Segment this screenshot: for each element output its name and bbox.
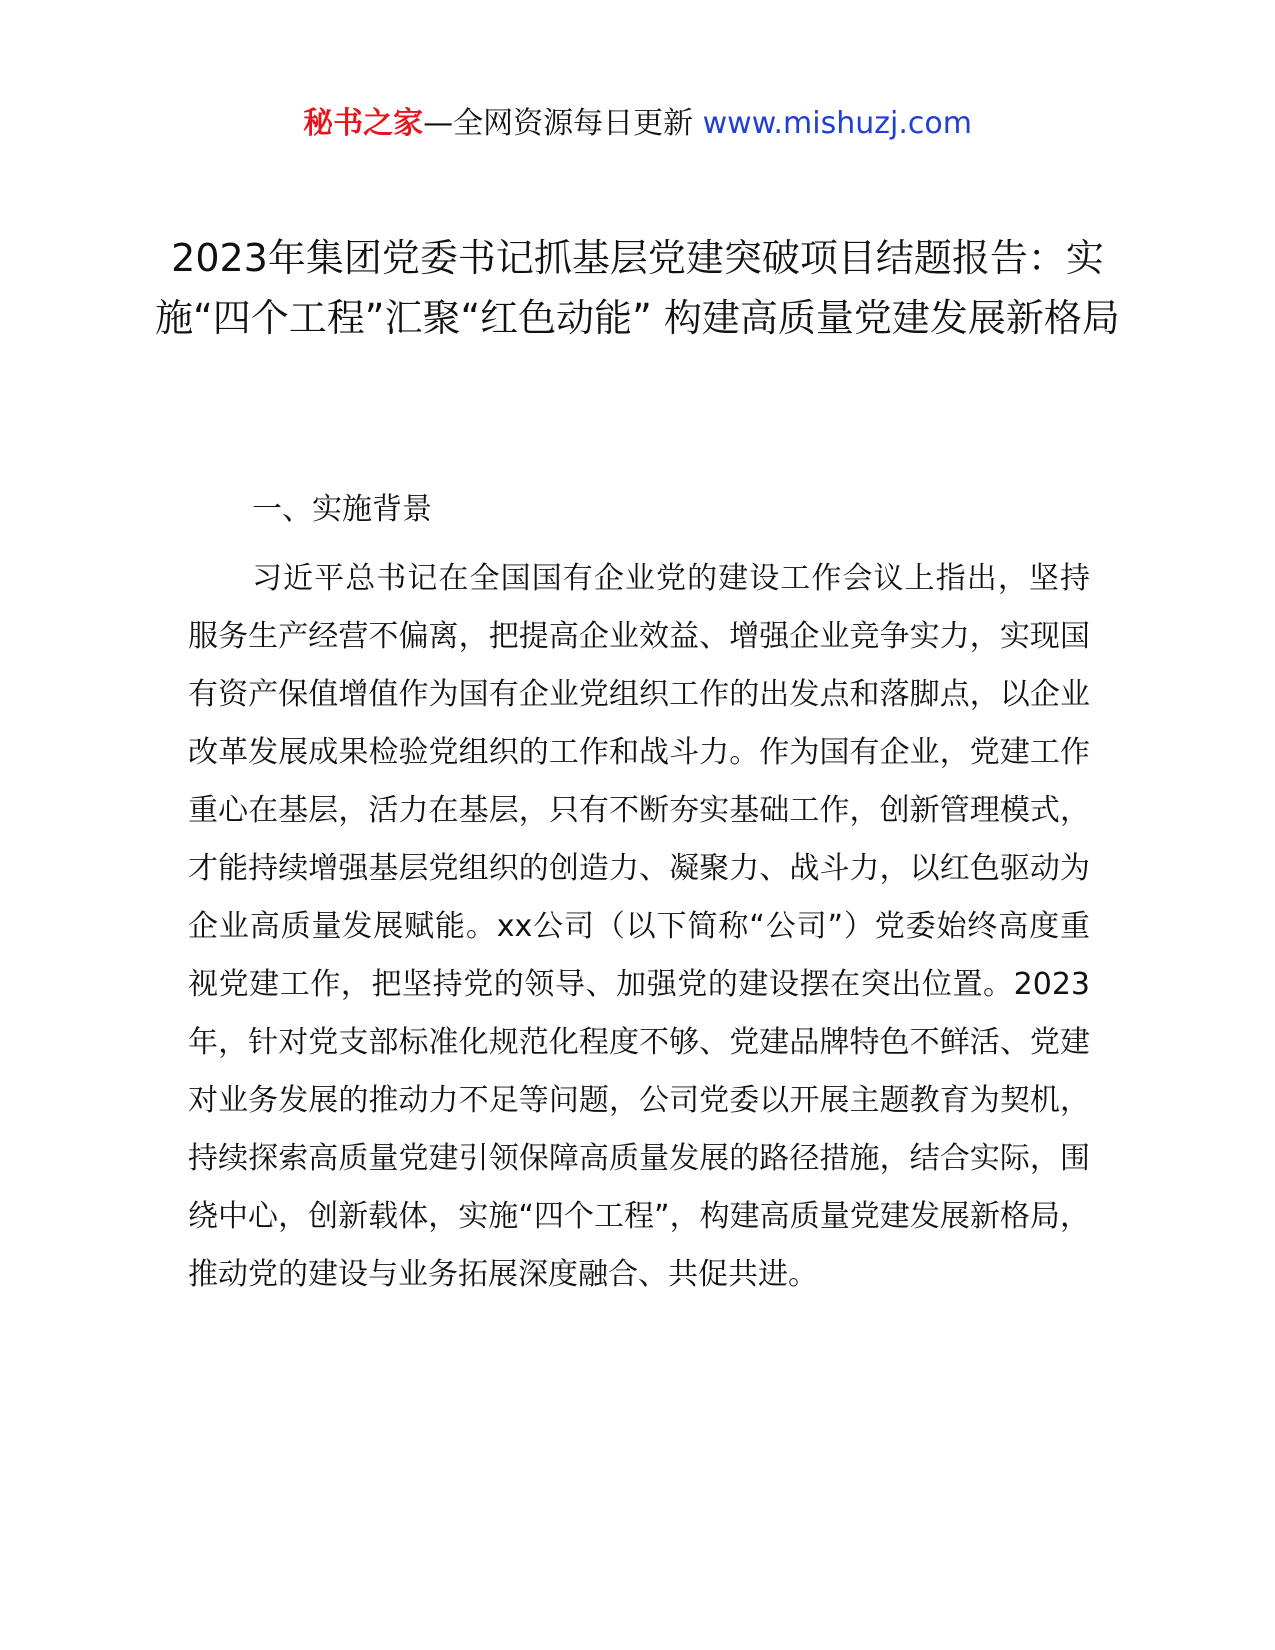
body-paragraph: 习近平总书记在全国国有企业党的建设工作会议上指出，坚持服务生产经营不偏离，把提高企业效益、增强企业竞争实力，实现国有资产保值增值作为国有企业党组织工作的出发点和落脚点，以企业改革发展成果检验党组织的工作和战斗力。作为国有企业，党建工作重心在基层，活力在基层，只有不断夯实基础工作，创新管理模式，才能持续增强基层党组织的创造力、凝聚力、战斗力，以红色驱动为企业高质量发展赋能。xx公司（以下简称“公司”）党委始终高度重视党建工作，把坚持党的领导、加强党的建设摆在突出位置。2023年，针对党支部标准化规范化程度不够、党建品牌特色不鲜活、党建对业务发展的推动力不足等问题，公司党委以开展主题教育为契机，持续探索高质量党建引领保障高质量发展的路径措施，结合实际，围绕中心，创新载体，实施“四个工程”，构建高质量党建发展新格局，推动党的建设与业务拓展深度融合、共促共进。 bbox=[188, 561, 1090, 1292]
document-title: 2023年集团党委书记抓基层党建突破项目结题报告：实施“四个工程”汇聚“红色动能” 构建高质量党建发展新格局 bbox=[155, 236, 1120, 340]
site-brand: 秘书之家 bbox=[303, 106, 424, 141]
site-header bbox=[0, 104, 1275, 144]
site-url-link[interactable]: www.mishuzj.com bbox=[702, 106, 972, 141]
site-slogan: —全网资源每日更新 bbox=[423, 106, 694, 141]
section-heading: 一、实施背景 bbox=[252, 492, 432, 527]
